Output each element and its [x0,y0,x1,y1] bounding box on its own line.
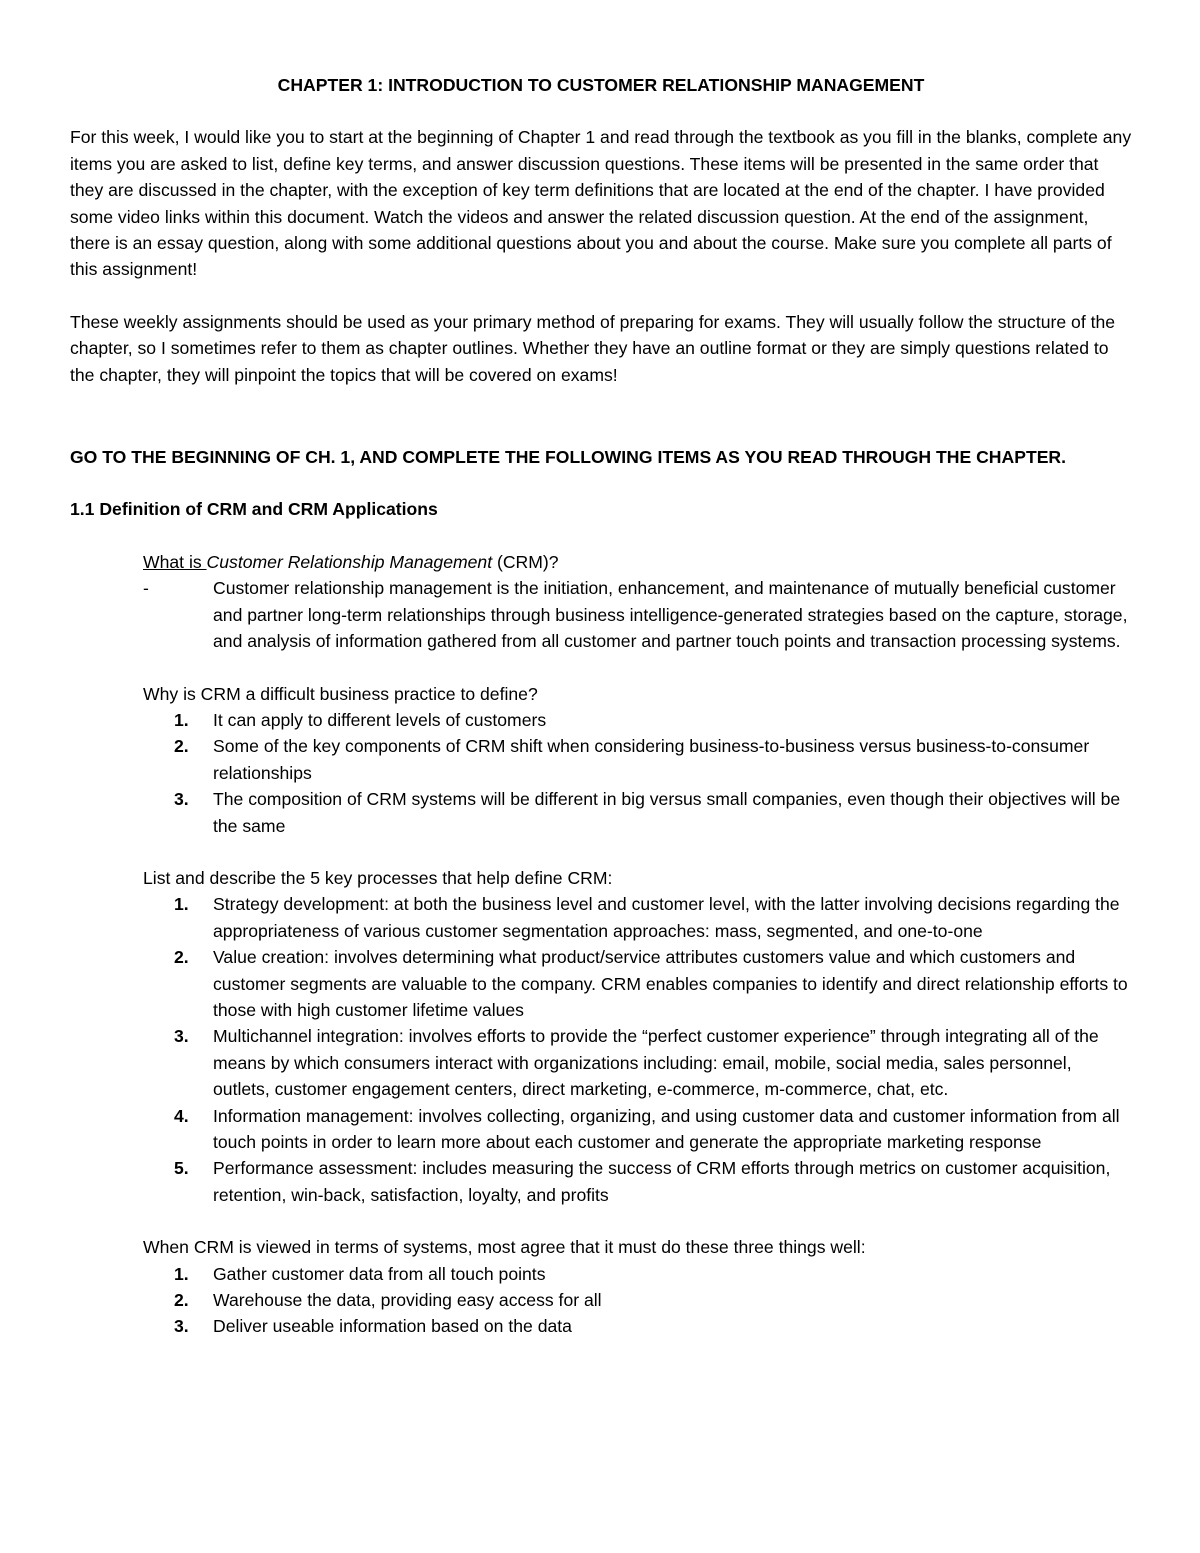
list-item [143,733,1132,786]
list-text: Gather customer data from all touch points [213,1263,546,1284]
question-prefix: What is [143,551,207,572]
list-item [143,786,1132,839]
list-number: 2. [174,1290,189,1311]
list-number: 1. [174,1263,189,1284]
list-text: Strategy development: at both the business level and customer level, with the latter involving decisions regarding the appropriateness of various customer segmentation approaches: mass, segmented, and one-to-one [213,894,1120,941]
list-number: 1. [174,709,189,730]
list-number: 3. [174,1026,189,1047]
list-number: 3. [174,789,189,810]
list-text: The composition of CRM systems will be different in big versus small companies, even though their objectives will be the same [213,789,1121,836]
question-why-difficult: Why is CRM a difficult business practice to define? [143,683,538,704]
why-difficult-list [143,707,1132,839]
crm-definition-list [143,575,1132,654]
list-number: 1. [174,894,189,915]
list-text: Performance assessment: includes measuring the success of CRM efforts through metrics on customer acquisition, retention, win-back, satisfaction, loyalty, and profits [213,1158,1111,1205]
question-suffix: (CRM)? [492,551,559,572]
crm-definition-answer: Customer relationship management is the initiation, enhancement, and maintenance of mutually beneficial customer and partner long-term relationships through business intelligence-generated strategies based on the capture, storage, and analysis of information gathered from all customer and partner touch points and transaction processing systems. [213,578,1128,652]
list-item [143,1023,1132,1102]
list-text: Multichannel integration: involves efforts to provide the “perfect customer experience” through integrating all of the means by which consumers interact with organizations including: email, mobile, social media, sales personnel, outlets, customer engagement centers, direct marketing, e-commerce, m-commerce, chat, etc. [213,1026,1099,1100]
document-page [70,72,1132,1340]
list-text: It can apply to different levels of customers [213,709,547,730]
list-number: 5. [174,1158,189,1179]
key-processes-list [143,891,1132,1208]
section-heading: 1.1 Definition of CRM and CRM Applications [70,499,438,520]
list-text: Value creation: involves determining what product/service attributes customers value and which customers and customer segments are valuable to the company. CRM enables companies to identify and direct relationship efforts to those with high customer lifetime values [213,947,1128,1020]
list-item [143,707,1132,733]
question-key-processes: List and describe the 5 key processes that help define CRM: [143,867,613,888]
list-item [143,1287,1132,1313]
intro-paragraph-2: These weekly assignments should be used as your primary method of preparing for exams. They will usually follow the structure of the chapter, so I sometimes refer to them as chapter outlines. Whether they have an outline format or they are simply questions related to the chapter, they will pinpoint the topics that will be covered on exams! [70,311,1116,385]
systems-list [143,1261,1132,1340]
list-item [143,1103,1132,1156]
list-number: 2. [174,736,189,757]
intro-paragraph-1: For this week, I would like you to start at the beginning of Chapter 1 and read through the textbook as you fill in the blanks, complete any items you are asked to list, define key terms, and answer discussion questions. These items will be presented in the same order that they are discussed in the chapter, with the exception of key term definitions that are located at the end of the chapter. I have provided some video links within this document. Watch the videos and answer the related discussion question. At the end of the assignment, there is an essay question, along with some additional questions about you and about the course. Make sure you complete all parts of this assignment! [70,127,1132,280]
question-systems: When CRM is viewed in terms of systems, most agree that it must do these three things well: [143,1237,866,1258]
list-text: Some of the key components of CRM shift when considering business-to-business versus business-to-consumer relationships [213,736,1090,783]
list-item [143,891,1132,944]
list-item [143,944,1132,1023]
instruction-heading: GO TO THE BEGINNING OF CH. 1, AND COMPLETE THE FOLLOWING ITEMS AS YOU READ THROUGH THE CHAPTER. [70,447,1067,468]
question-term: Customer Relationship Management [206,551,493,572]
list-number: 3. [174,1316,189,1337]
list-text: Warehouse the data, providing easy access for all [213,1290,602,1311]
list-dash: - [143,578,149,599]
list-number: 4. [174,1105,189,1126]
question-what-is-crm [143,549,1132,575]
list-text: Deliver useable information based on the data [213,1316,572,1337]
list-item [143,1155,1132,1208]
list-item [143,1261,1132,1287]
list-text: Information management: involves collecting, organizing, and using customer data and customer information from all touch points in order to learn more about each customer and generate the appropriate marketing response [213,1105,1120,1152]
chapter-title: CHAPTER 1: INTRODUCTION TO CUSTOMER RELATIONSHIP MANAGEMENT [277,75,925,95]
list-item [143,1313,1132,1339]
list-item [143,575,1132,654]
list-number: 2. [174,947,189,968]
